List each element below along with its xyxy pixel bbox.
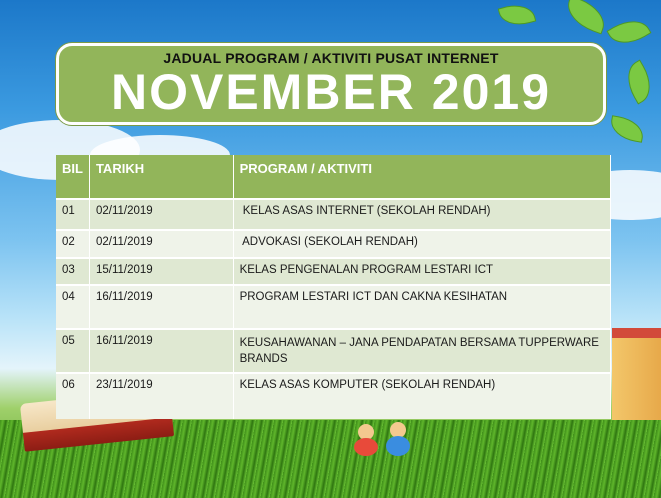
table-header-row xyxy=(56,155,611,199)
table-row xyxy=(56,285,611,329)
cell-program: KELAS ASAS KOMPUTER (SEKOLAH RENDAH) xyxy=(233,373,610,419)
cell-program: KELAS ASAS INTERNET (SEKOLAH RENDAH) xyxy=(233,199,610,230)
table-row xyxy=(56,329,611,373)
schedule-table xyxy=(56,155,611,419)
table-row xyxy=(56,199,611,230)
cell-bil: 04 xyxy=(56,285,89,329)
table-row xyxy=(56,230,611,258)
page-title: NOVEMBER 2019 xyxy=(110,64,552,120)
title-banner xyxy=(56,43,606,125)
cell-tarikh: 16/11/2019 xyxy=(89,329,233,373)
table-row xyxy=(56,373,611,419)
page-subtitle: JADUAL PROGRAM / AKTIVITI PUSAT INTERNET xyxy=(163,50,499,66)
cell-bil: 05 xyxy=(56,329,89,373)
cell-tarikh: 02/11/2019 xyxy=(89,230,233,258)
cell-tarikh: 16/11/2019 xyxy=(89,285,233,329)
cell-program: PROGRAM LESTARI ICT DAN CAKNA KESIHATAN xyxy=(233,285,610,329)
column-header-program: PROGRAM / AKTIVITI xyxy=(233,155,610,199)
kids-illustration xyxy=(350,420,420,460)
cell-tarikh: 23/11/2019 xyxy=(89,373,233,419)
cell-bil: 01 xyxy=(56,199,89,230)
column-header-tarikh: TARIKH xyxy=(89,155,233,199)
cell-program: KELAS PENGENALAN PROGRAM LESTARI ICT xyxy=(233,258,610,285)
cell-tarikh: 02/11/2019 xyxy=(89,199,233,230)
cell-bil: 03 xyxy=(56,258,89,285)
cell-bil: 02 xyxy=(56,230,89,258)
cell-program: KEUSAHAWANAN – JANA PENDAPATAN BERSAMA TUPPERWARE BRANDS xyxy=(233,329,610,373)
cell-program: ADVOKASI (SEKOLAH RENDAH) xyxy=(233,230,610,258)
cell-tarikh: 15/11/2019 xyxy=(89,258,233,285)
cell-bil: 06 xyxy=(56,373,89,419)
column-header-bil: BIL xyxy=(56,155,89,199)
table-row xyxy=(56,258,611,285)
